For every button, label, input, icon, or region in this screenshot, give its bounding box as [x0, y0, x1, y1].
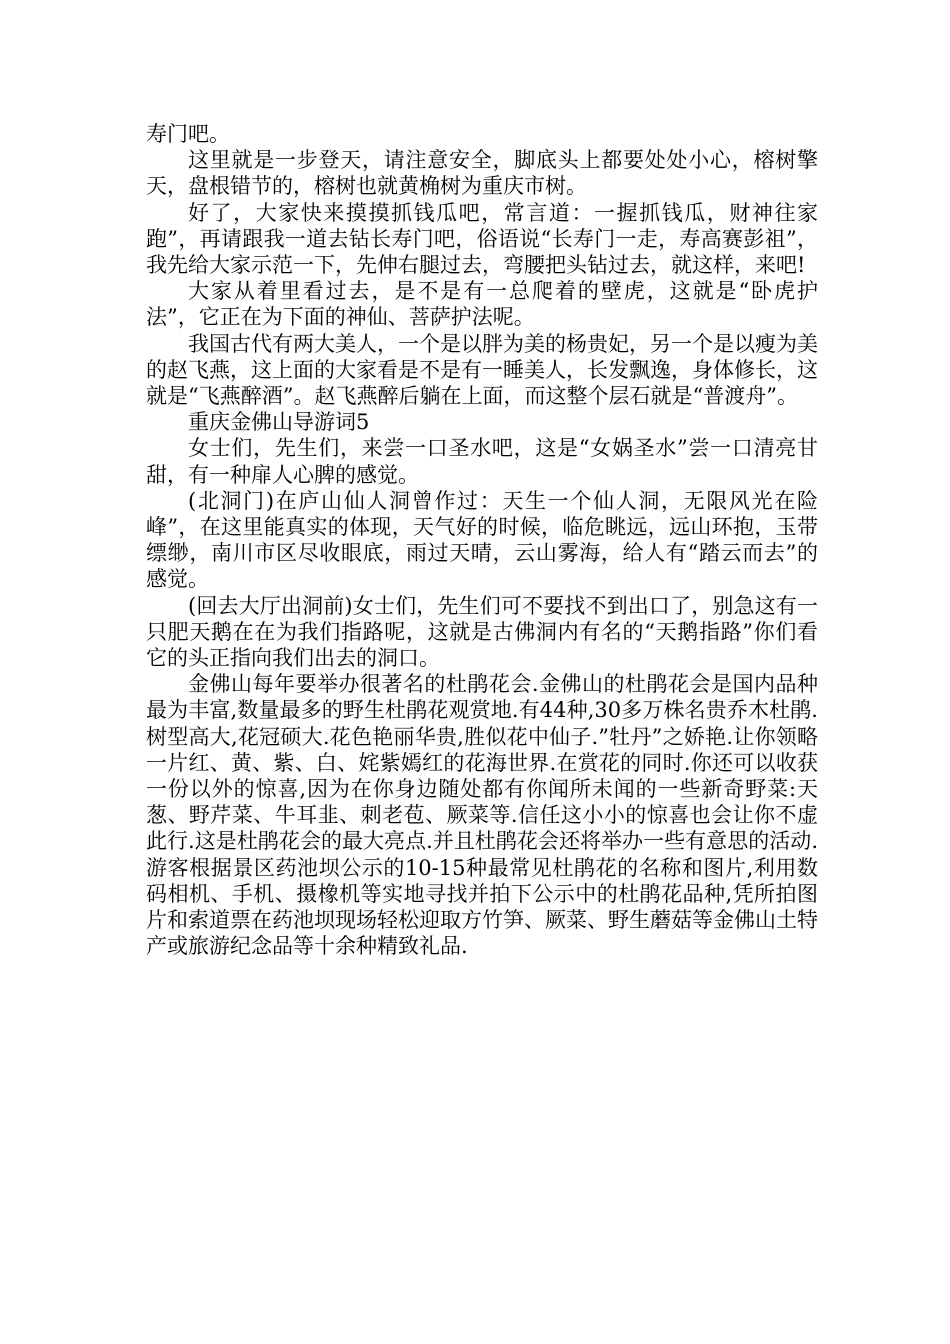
paragraph-swan: (回去大厅出洞前)女士们，先生们可不要找不到出口了，别急这有一只肥天鹅在在为我们指路呢，这就是古佛洞内有名的“天鹅指路”你们看它的头正指向我们出去的洞口。	[146, 593, 818, 671]
paragraph-holy-water: 女士们，先生们，来尝一口圣水吧，这是“女娲圣水”尝一口清亮甘甜，有一种扉人心脾的感觉。	[146, 436, 818, 487]
paragraph-north-gate: (北洞门)在庐山仙人洞曾作过：天生一个仙人洞，无限风光在险峰”，在这里能真实的体现，天气好的时候，临危眺远，远山环抱，玉带缥缈，南川市区尽收眼底，雨过天晴，云山雾海，给人有“踏云而去”的感觉。	[146, 488, 818, 592]
paragraph-beauties: 我国古代有两大美人，一个是以胖为美的杨贵妃，另一个是以瘦为美的赵飞燕，这上面的大家看是不是有一睡美人，长发飘逸，身体修长，这就是“飞燕醉酒”。赵飞燕醉后躺在上面，而这整个层石就是“普渡舟”。	[146, 331, 818, 409]
paragraph-money-melon: 好了，大家快来摸摸抓钱瓜吧，常言道：一握抓钱瓜，财神往家跑”，再请跟我一道去钻长寿门吧，俗语说“长寿门一走，寿高赛彭祖”，我先给大家示范一下，先伸右腿过去，弯腰把头钻过去，就这样，来吧!	[146, 200, 818, 278]
paragraph-continuation: 寿门吧。	[146, 122, 230, 146]
section-heading: 重庆金佛山导游词5	[188, 410, 370, 435]
paragraph-gecko: 大家从着里看过去，是不是有一总爬着的壁虎，这就是“卧虎护法”，它正在为下面的神仙、菩萨护法呢。	[146, 279, 818, 330]
paragraph-azalea-festival: 金佛山每年要举办很著名的杜鹃花会.金佛山的杜鹃花会是国内品种最为丰富,数量最多的野生杜鹃花观赏地.有44种,30多万株名贵乔木杜鹃.树型高大,花冠硕大.花色艳丽华贵,胜似花中仙子.”牡丹”之娇艳.让你领略一片红、黄、紫、白、姹紫嫣红的花海世界.在赏花的同时.你还可以收获一份以外的惊喜,因为在你身边随处都有你闻所未闻的一些新奇野菜:天葱、野芹菜、牛耳韭、刺老苞、厥菜等.信任这小小的惊喜也会让你不虚此行.这是杜鹃花会的最大亮点.并且杜鹃花会还将举办一些有意思的活动.游客根据景区药池坝公示的10-15种最常见杜鹃花的名称和图片,利用数码相机、手机、摄橡机等实地寻找并拍下公示中的杜鹃花品种,凭所拍图片和索道票在药池坝现场轻松迎取方竹笋、厥菜、野生蘑菇等金佛山土特产或旅游纪念品等十余种精致礼品.	[146, 672, 818, 959]
document-page	[146, 121, 818, 960]
paragraph-banyan-tree: 这里就是一步登天，请注意安全，脚底头上都要处处小心，榕树擎天，盘根错节的，榕树也就黄桷树为重庆市树。	[146, 148, 818, 199]
